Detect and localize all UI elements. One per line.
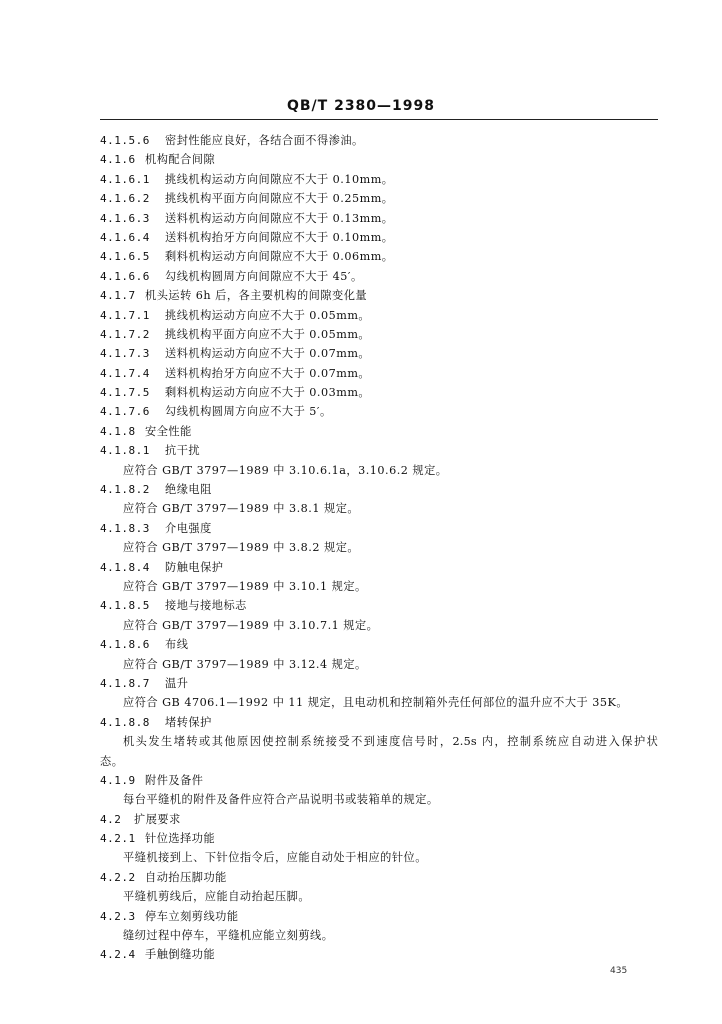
clause-number: 4.1.8 [100,424,136,438]
clause-text: 温升 [165,676,189,690]
clause-number: 4.2.2 [100,870,136,884]
clause-text: 应符合 GB/T 3797—1989 中 3.8.2 规定。 [123,541,360,555]
clause-number: 4.1.8.2 [100,483,150,497]
clause-text: 机构配合间隙 [145,153,216,167]
clause-text: 缝纫过程中停车，平缝机应能立刻剪线。 [123,929,334,943]
clause-text: 剩料机构运动方向间隙应不大于 0.06mm。 [165,250,394,264]
clause-line [0,519,722,538]
clause-text: 扩展要求 [134,812,181,826]
clause-text: 送料机构抬牙方向应不大于 0.07mm。 [165,366,371,380]
clause-number: 4.1.7.5 [100,386,150,400]
clause-text: 应符合 GB/T 3797—1989 中 3.10.6.1a，3.10.6.2 规定。 [123,463,448,477]
clause-line [0,635,722,654]
page-number: 435 [610,966,628,976]
clause-number: 4.1.5.6 [100,134,150,147]
clause-text: 平缝机剪线后，应能自动抬起压脚。 [123,890,311,904]
clause-text: 附件及备件 [145,773,204,787]
clause-text: 接地与接地标志 [165,599,247,613]
clause-number: 4.1.6.3 [100,211,150,225]
clause-body-line [0,887,722,906]
clause-text: 自动抬压脚功能 [145,870,227,884]
clause-line [0,422,722,441]
clause-number: 4.1.6.2 [100,192,150,206]
clause-number: 4.1.8.5 [100,599,150,613]
clause-text: 挑线机构运动方向应不大于 0.05mm。 [165,308,371,322]
clause-line [0,150,722,169]
clause-text: 平缝机接到上、下针位指令后，应能自动处于相应的针位。 [123,851,427,865]
clause-number: 4.2.3 [100,909,136,923]
clause-text: 绝缘电阻 [165,483,212,497]
clause-text: 布线 [165,638,189,652]
clause-body-line [0,752,722,771]
clause-text: 勾线机构圆周方向间隙应不大于 45′。 [165,269,363,283]
clause-body-line [0,577,722,596]
clause-text: 挑线机构平面方向应不大于 0.05mm。 [165,327,371,341]
clause-body-line [0,655,722,674]
clause-number: 4.2 [100,812,122,826]
clause-line [0,131,722,150]
clause-body-line [0,499,722,518]
clause-line [0,441,722,460]
clause-line [0,402,722,421]
clause-line [0,480,722,499]
clause-line [0,907,722,926]
clause-text: 勾线机构圆周方向应不大于 5′。 [165,405,332,419]
clause-number: 4.1.9 [100,773,136,787]
clause-number: 4.1.8.1 [100,444,150,458]
clause-number: 4.2.1 [100,832,136,846]
clause-body-line [0,848,722,867]
clause-line [0,247,722,266]
clause-body-line [0,693,722,712]
clause-line [0,325,722,344]
clause-body-line [0,538,722,557]
clause-text: 手触倒缝功能 [145,948,216,962]
clause-number: 4.1.6.4 [100,230,150,244]
clause-number: 4.1.8.7 [100,676,150,690]
clause-text: 每台平缝机的附件及备件应符合产品说明书或装箱单的规定。 [123,793,439,807]
clause-text: 应符合 GB 4706.1—1992 中 11 规定，且电动机和控制箱外壳任何部位的温升应不大于 35K。 [123,696,629,710]
standard-code-header: QB/T 2380—1998 [286,98,436,114]
clause-text: 剩料机构运动方向应不大于 0.03mm。 [165,386,371,400]
clause-line [0,771,722,790]
clause-text: 送料机构运动方向间隙应不大于 0.13mm。 [165,211,394,225]
clause-line [0,558,722,577]
clause-text: 安全性能 [145,424,192,438]
clause-line [0,868,722,887]
clause-number: 4.1.7.2 [100,327,150,341]
clause-line [0,596,722,615]
clause-text: 介电强度 [165,521,212,535]
clause-text: 送料机构运动方向应不大于 0.07mm。 [165,347,371,361]
clause-line [0,364,722,383]
clause-body-line [0,616,722,635]
clause-number: 4.1.6 [100,153,136,167]
clause-number: 4.1.8.6 [100,638,150,652]
clause-number: 4.1.7.3 [100,347,150,361]
clause-text: 送料机构抬牙方向间隙应不大于 0.10mm。 [165,230,394,244]
clause-line [0,810,722,829]
clause-body-line [0,732,722,751]
clause-line [0,713,722,732]
clause-number: 4.1.6.1 [100,172,150,186]
clause-line [0,383,722,402]
clause-text: 应符合 GB/T 3797—1989 中 3.8.1 规定。 [123,502,360,516]
clause-text: 挑线机构平面方向间隙应不大于 0.25mm。 [165,192,394,206]
clause-text: 密封性能应良好，各结合面不得渗油。 [165,134,364,147]
clause-text: 应符合 GB/T 3797—1989 中 3.10.1 规定。 [123,579,367,593]
clause-number: 4.1.6.5 [100,250,150,264]
clause-text: 防触电保护 [165,560,224,574]
clause-line [0,189,722,208]
clause-text: 抗干扰 [165,444,201,458]
clause-number: 4.1.8.4 [100,560,150,574]
clause-text: 机头运转 6h 后，各主要机构的间隙变化量 [145,289,368,303]
clause-line [0,228,722,247]
clause-line [0,674,722,693]
clause-body-line [0,926,722,945]
clause-text: 针位选择功能 [145,832,216,846]
clause-number: 4.1.7 [100,289,136,303]
clause-line [0,306,722,325]
clause-number: 4.2.4 [100,948,136,962]
clause-number: 4.1.7.1 [100,308,150,322]
clause-body-line [0,790,722,809]
header-divider [100,119,658,120]
clause-text: 挑线机构运动方向间隙应不大于 0.10mm。 [165,172,394,186]
clause-number: 4.1.6.6 [100,269,150,283]
clause-text: 堵转保护 [165,715,212,729]
clause-number: 4.1.7.6 [100,405,150,419]
clause-text: 应符合 GB/T 3797—1989 中 3.12.4 规定。 [123,657,367,671]
clause-number: 4.1.7.4 [100,366,150,380]
clause-line [0,829,722,848]
clause-number: 4.1.8.3 [100,521,150,535]
clause-text: 应符合 GB/T 3797—1989 中 3.10.7.1 规定。 [123,618,379,632]
clause-line [0,286,722,305]
clause-line [0,945,722,964]
clause-number: 4.1.8.8 [100,715,150,729]
clause-line [0,267,722,286]
clause-line [0,344,722,363]
body-text [0,131,722,965]
clause-text: 机头发生堵转或其他原因使控制系统接受不到速度信号时，2.5s 内，控制系统应自动进入保护状 [123,735,658,749]
clause-text: 态。 [100,754,124,768]
clause-body-line [0,461,722,480]
clause-line [0,170,722,189]
clause-line [0,209,722,228]
clause-text: 停车立刻剪线功能 [145,909,239,923]
